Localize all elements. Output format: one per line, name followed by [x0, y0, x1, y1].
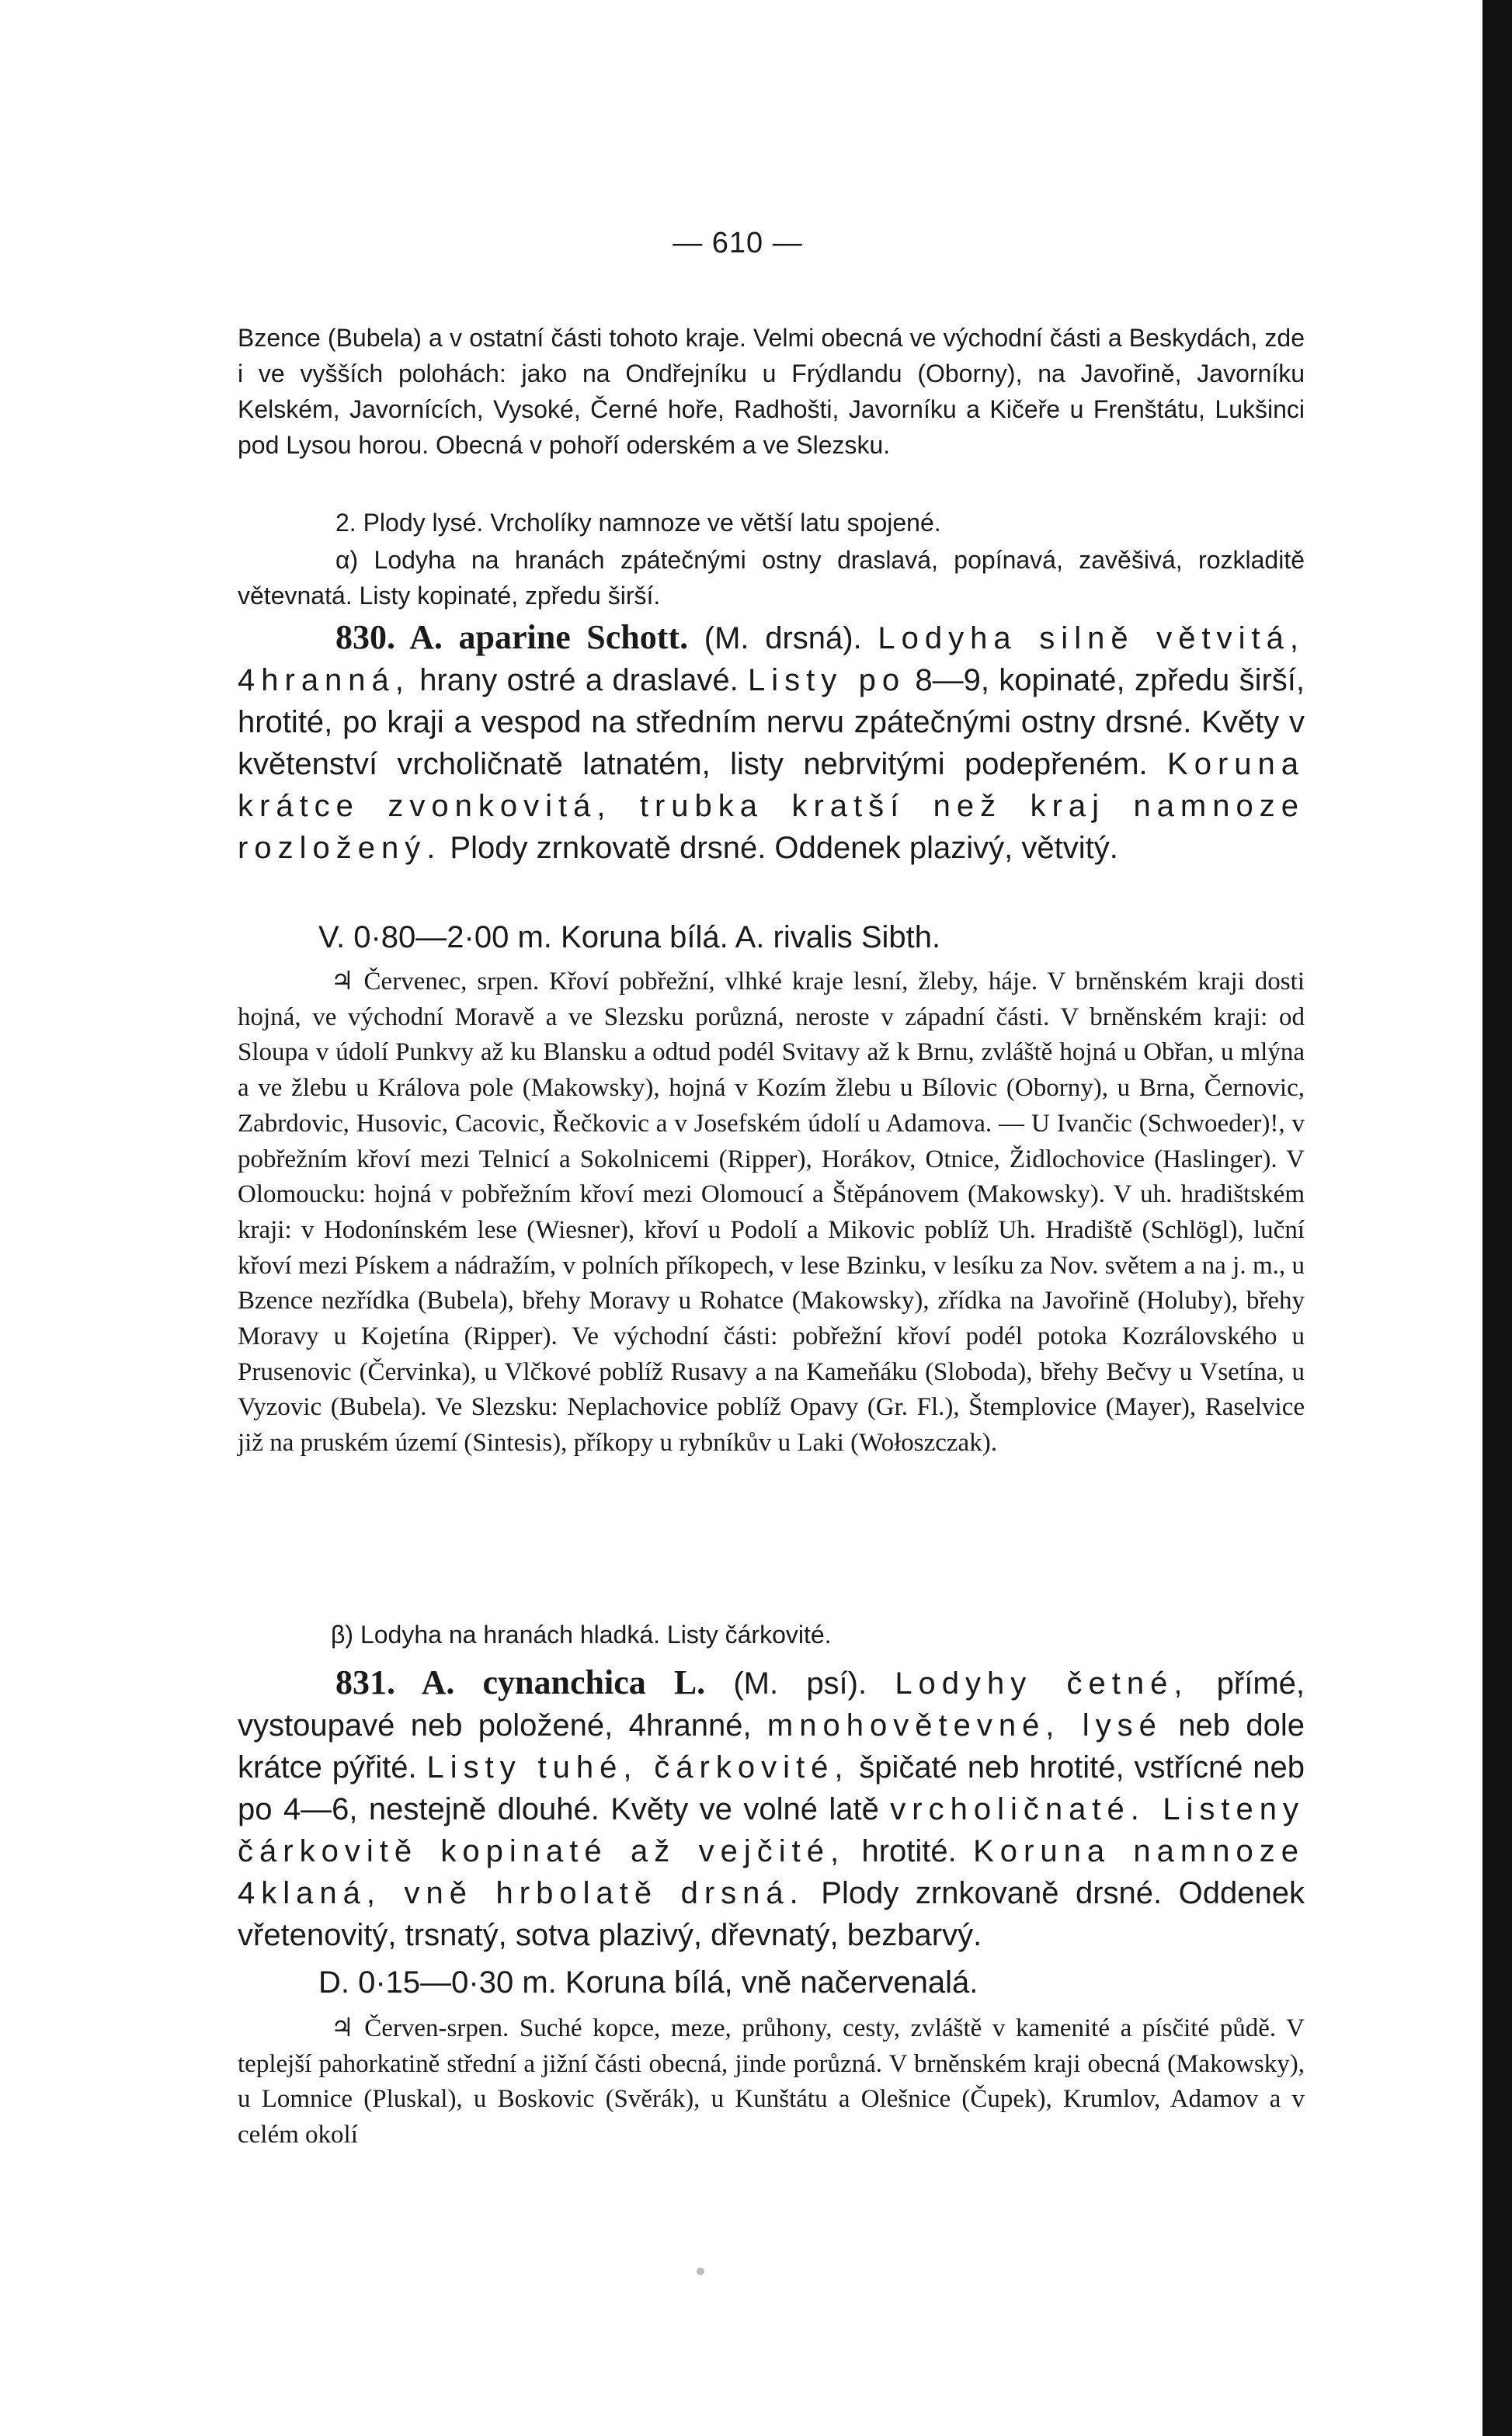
- species-831-spaced-3: Listy tuhé, čárkovité,: [426, 1750, 850, 1784]
- page-speck: [697, 2267, 704, 2275]
- species-831-measure-text: D. 0·15—0·30 m. Koruna bílá, vně načervenalá.: [318, 1965, 978, 2000]
- key-item-2-text: 2. Plody lysé. Vrcholíky namnoze ve větší latu spojené.: [335, 509, 941, 537]
- species-830-distribution: [238, 964, 1305, 1461]
- species-831-measure: [238, 1962, 1305, 2003]
- species-830-description: [238, 617, 1305, 869]
- species-831-spaced-4: vrcholičnaté. Listeny čárkovitě kopinaté až vejčité,: [238, 1792, 1305, 1868]
- species-830-spaced-1: Lodyha silně větvitá, 4hranná,: [238, 621, 1305, 697]
- species-831-common-name: (M. psí).: [705, 1666, 895, 1701]
- intro-text: Bzence (Bubela) a v ostatní části tohoto kraje. Velmi obecná ve východní části a Beskydách, zde i ve vyšších polohách: jako na Ondřejníku u Frýdlandu (Oborny), na Javořině, Javorníku Kelském, Javornících, Vysoké, Černé hoře, Radhošti, Javorníku a Kičeře u Frenštátu, Lukšinci pod Lysou horou. Obecná v pohoří oderském a ve Slezsku.: [238, 324, 1305, 459]
- species-831-heading: 831. A. cynanchica L.: [335, 1663, 706, 1701]
- species-831-spaced-2: mnohovětevné, lysé: [766, 1708, 1163, 1743]
- species-830-text-2: 8—9, kopinaté, zpředu širší, hrotité, po kraji a vespod na středním nervu zpátečnými ostny drsné. Květy v květenství vrcholičnatě latnatém, listy nebrvitými podepřeném.: [238, 663, 1305, 781]
- page-number: — 610 —: [673, 227, 803, 259]
- key-item-beta: [238, 1617, 1305, 1652]
- species-831-spaced-5: Koruna namnoze 4klaná, vně hrbolatě drsná.: [238, 1834, 1305, 1910]
- key-item-alpha-text: α) Lodyha na hranách zpátečnými ostny draslavá, popínavá, zavěšivá, rozkladitě větevnatá. Listy kopinaté, zpředu širší.: [238, 546, 1305, 610]
- species-831-text-5: Plody zrnkovaně drsné. Oddenek vřetenovitý, trsnatý, sotva plazivý, dřevnatý, bezbarvý.: [238, 1876, 1305, 1952]
- species-831-text-2: neb dole krátce pýřité.: [238, 1708, 1305, 1784]
- page-edge: [1482, 0, 1512, 2436]
- species-830-common-name: (M. drsná).: [688, 621, 878, 655]
- species-830-measure: [238, 916, 1305, 958]
- species-831-text-1: přímé, vystoupavé neb položené, 4hranné,: [238, 1666, 1305, 1743]
- key-item-alpha: [238, 542, 1305, 613]
- intro-paragraph: [238, 320, 1305, 463]
- key-item-beta-text: β) Lodyha na hranách hladká. Listy čárkovité.: [331, 1621, 832, 1649]
- species-831-text-4: hrotité.: [845, 1834, 974, 1868]
- species-830-heading: 830. A. aparine Schott.: [335, 618, 689, 656]
- species-830-text-1: hrany ostré a draslavé.: [409, 663, 749, 697]
- key-item-2: [238, 505, 1305, 540]
- species-830-spaced-2: Listy po: [748, 663, 906, 697]
- species-831-spaced-1: Lodyhy četné,: [895, 1666, 1189, 1701]
- species-830-spaced-3: Koruna krátce zvonkovitá, trubka kratší než kraj namnoze rozložený.: [238, 747, 1305, 865]
- species-831-distribution: [238, 2011, 1305, 2153]
- species-831-distribution-text: ♃ Červen-srpen. Suché kopce, meze, průhony, cesty, zvláště v kamenité a písčité půdě. V teplejší pahorkatině střední a jižní části obecná, jinde porůzná. V brněnském kraji obecná (Makowsky), u Lomnice (Pluskal), u Boskovic (Svěrák), u Kunštátu a Olešnice (Čupek), Krumlov, Adamov a v celém okolí: [238, 2014, 1305, 2149]
- species-830-text-3: Plody zrnkovatě drsné. Oddenek plazivý, větvitý.: [441, 831, 1118, 865]
- species-830-measure-text: V. 0·80—2·00 m. Koruna bílá. A. rivalis Sibth.: [318, 920, 941, 954]
- species-830: [238, 617, 1305, 869]
- species-831: [238, 1662, 1305, 1956]
- species-831-text-3: špičaté neb hrotité, vstřícné neb po 4—6, nestejně dlouhé. Květy ve volné latě: [238, 1750, 1305, 1826]
- species-830-distribution-text: ♃ Červenec, srpen. Křoví pobřežní, vlhké kraje lesní, žleby, háje. V brněnském kraji dosti hojná, ve východní Moravě a ve Slezsku porůzná, neroste v západní části. V brněnském kraji: od Sloupa v údolí Punkvy až ku Blansku a odtud podél Svitavy až k Brnu, zvláště hojná u Obřan, u mlýna a ve žlebu u Králova pole (Makowsky), hojná v Kozím žlebu u Bílovic (Oborny), u Brna, Černovic, Zabrdovic, Husovic, Cacovic, Řečkovic a v Josefském údolí u Adamova. — U Ivančic (Schwoeder)!, v pobřežním křoví mezi Telnicí a Sokolnicemi (Ripper), Horákov, Otnice, Židlochovice (Haslinger). V Olomoucku: hojná v pobřežním křoví mezi Olomoucí a Štěpánovem (Makowsky). V uh. hradištském kraji: v Hodonínském lese (Wiesner), křoví u Podolí a Mikovic poblíž Uh. Hradiště (Schlögl), luční křoví mezi Pískem a nádražím, v polních příkopech, v lese Bzinku, v lesíku za Nov. světem a na j. m., u Bzence nezřídka (Bubela), břehy Moravy u Rohatce (Makowsky), zřídka na Javořině (Holuby), břehy Moravy u Kojetína (Ripper). Ve východní části: pobřežní křoví podél potoka Kozrálovského u Prusenovic (Červinka), u Vlčkové poblíž Rusavy a na Kameňáku (Sloboda), břehy Bečvy u Vsetína, u Vyzovic (Bubela). Ve Slezsku: Neplachovice poblíž Opavy (Gr. Fl.), Štemplovice (Mayer), Raselvice již na pruském území (Sintesis), příkopy u rybníkův u Laki (Wołoszczak).: [238, 968, 1305, 1458]
- species-831-description: [238, 1662, 1305, 1956]
